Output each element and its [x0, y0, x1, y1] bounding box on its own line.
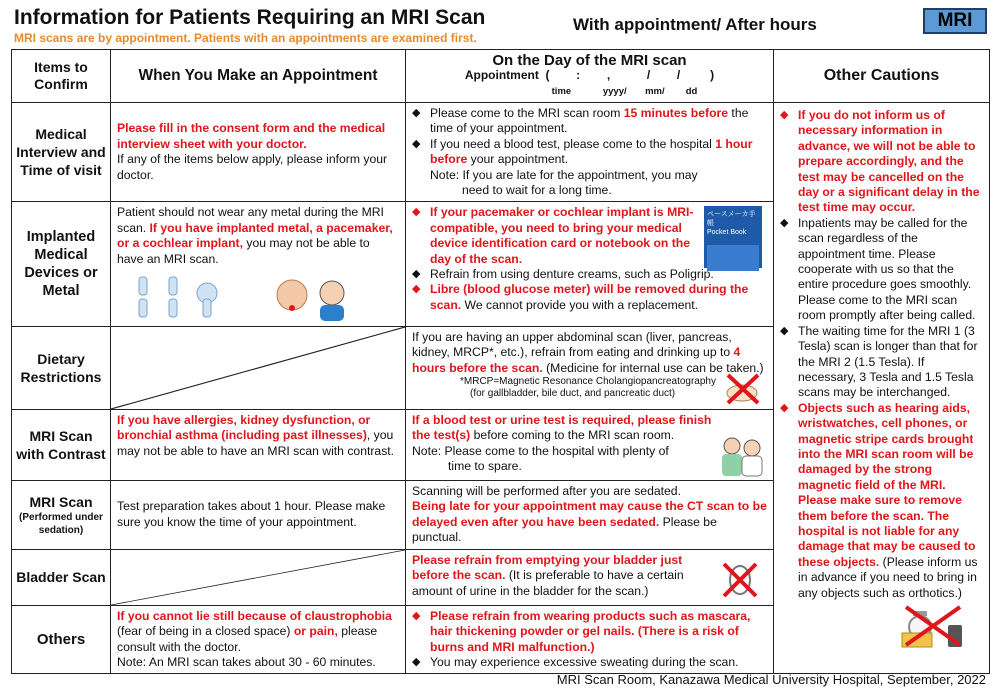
no-toilet-icon [720, 560, 760, 600]
row-label-dietary: Dietary Restrictions [12, 327, 111, 410]
interview-day2-b: your appointment. [467, 152, 569, 167]
no-food-icon [722, 371, 764, 407]
others-appt-red2: or pain, [293, 624, 338, 639]
caution-3: The waiting time for the MRI 1 (3 Tesla) scan is longer than that for the MRI 2 (1.5 Tesla). If necessary, 3 Tesla and 1.5 Tesla scans may be interchanged. [798, 323, 978, 400]
dietary-day [406, 327, 774, 410]
row-label-interview: Medical Interview and Time of visit [12, 103, 111, 202]
interview-day3: Note: If you are late for the appointment, you may [430, 167, 698, 182]
appointment-mode: With appointment/ After hours [573, 15, 817, 34]
contrast-appt-red: If you have allergies, kidney dysfunction, or bronchial asthma (including past illnesses) [117, 413, 371, 443]
bladder-day-red: Please refrain from emptying your bladder just before the scan. [412, 552, 683, 583]
others-appointment [111, 605, 406, 674]
info-table [11, 49, 990, 674]
sedation-day-red: Being late for your appointment may cause the CT scan to be delayed even after you have been sedated. [412, 499, 767, 529]
implanted-appointment [111, 202, 406, 327]
page-title: Information for Patients Requiring an MRI Scan [14, 6, 486, 29]
sedation-sublabel: (Performed under sedation) [19, 511, 103, 536]
appointment-line: Appointment ( : , / / ) [464, 68, 715, 83]
caution-4-red: Objects such as hearing aids, wristwatches, cell phones, or magnetic stripe cards brought into the MRI scan room will be damaged by the strong magnetic field of the MRI. Please make sure to remove them before the scan. The hospital is not liable for any damage that may be caused to these objects. [798, 400, 976, 569]
col-cautions: Other Cautions [774, 50, 990, 103]
interview-day3b: need to wait for a long time. [462, 183, 612, 198]
contrast-day-b: before coming to the MRI scan room. [470, 428, 675, 443]
bladder-day [406, 549, 774, 605]
implanted-appt-a: Patient should not wear any metal during the MRI scan. [117, 205, 384, 235]
interview-appt-red: Please fill in the consent form and the medical interview sheet with your doctor. [117, 121, 386, 151]
dietary-day-a: If you are having an upper abdominal scan (liver, pancreas, kidney, MRCP*, etc.), refrain from eating and drinking up to [412, 330, 734, 360]
row-label-others: Others [12, 605, 111, 674]
bladder-appointment-empty [111, 549, 406, 605]
implanted-appt-b: you may not be able to have an MRI scan. [117, 236, 370, 266]
appointment-line-sub: time yyyy/ mm/ dd [551, 85, 698, 97]
sedation-appointment: Test preparation takes about 1 hour. Please make sure you know the time of your appointment. [111, 481, 406, 550]
sedation-day-a: Scanning will be performed after you are sedated. [412, 484, 681, 499]
contrast-note2: time to spare. [448, 459, 522, 474]
others-appt-note: Note: An MRI scan takes about 30 - 60 minutes. [117, 654, 376, 669]
others-appt-red: If you cannot lie still because of claustrophobia [117, 608, 392, 623]
dietary-day-red: 4 hours before the scan. [412, 345, 741, 375]
row-label-bladder: Bladder Scan [12, 549, 111, 605]
caution-2: Inpatients may be called for the scan regardless of the appointment time. Please cooperate with us so that the entire procedure goes smoothly. Please come to the MRI scan room promptly after being called. [798, 215, 976, 323]
interview-day2: If you need a blood test, please come to the hospital [430, 136, 716, 151]
contrast-appointment [111, 410, 406, 481]
caution-4-b: (Please inform us in advance if you need to bring in any objects such as orthotics.) [798, 554, 978, 600]
interview-appointment [111, 103, 406, 202]
implanted-day3-red: Libre (blood glucose meter) will be removed during the scan. [430, 282, 749, 312]
pacemaker-notebook-icon [704, 206, 762, 268]
sedation-label: MRI Scan [29, 493, 93, 510]
footer: MRI Scan Room, Kanazawa Medical University Hospital, September, 2022 [556, 672, 986, 687]
prohibited-items-icon [780, 601, 983, 649]
other-cautions: ◆ If you do not inform us of necessary information in advance, we will not be able to prepare accordingly, and the test may be cancelled on the day or a significant delay in the test time may occur. ◆ Inpatients may be called for the scan regardless of the appointment time. Please cooperate with us so that the entire procedure goes smoothly. Please come to the MRI scan room promptly after being called. ◆ The waiting time for the MRI 1 (3 Tesla) scan is longer than that for the MRI 2 (1.5 Tesla). If necessary, 3 Tesla and 1.5 Tesla scans may be interchanged. ◆ Objects such as hearing aids, wristwatches, cell phones, or magnetic stripe cards brought into the MRI scan room will be damaged by the strong magnetic field of the MRI. Please make sure to remove them before the scan. The hospital is not liable for any damage that may be caused to these objects. (Please inform us in advance if you need to bring in any objects such as orthotics.) [774, 103, 990, 674]
contrast-note: Note: Please come to the hospital with plenty of [412, 443, 669, 458]
interview-appt-text: If any of the items below apply, please inform your doctor. [117, 152, 388, 182]
implanted-day2: Refrain from using denture creams, such as Poligrip. [430, 267, 714, 282]
implanted-appt-red: If you have implanted metal, a pacemaker, or a cochlear implant, [117, 220, 393, 251]
interview-day1-red: 15 minutes before [623, 106, 729, 120]
col-day [406, 50, 774, 103]
contrast-day [406, 410, 774, 481]
others-appt-a: (fear of being in a closed space) [117, 624, 294, 639]
bladder-day-b: (It is preferable to have a certain amount of urine in the bladder for the scan.) [412, 568, 684, 598]
row-label-sedation [12, 481, 111, 550]
contrast-day-red: If a blood test or urine test is required, please finish the test(s) [412, 413, 712, 443]
sedation-day [406, 481, 774, 550]
sedation-day-b: Please be punctual. [412, 514, 717, 545]
interview-day: ◆ Please come to the MRI scan room 15 minutes before the time of your appointment. ◆ If you need a blood test, please come to the hospital 1 hour before your appointment. Note: If you are late for the appointment, you may need to wait for a long time. [406, 103, 774, 202]
dietary-day-b: (Medicine for internal use can be taken.) [542, 360, 764, 375]
row-label-implanted: Implanted Medical Devices or Metal [12, 202, 111, 327]
col-appointment: When You Make an Appointment [111, 50, 406, 103]
implanted-day: ◆ If your pacemaker or cochlear implant is MRI-compatible, you need to bring your medical device identification card or notebook on the day of the scan. ペースメーカ手帳 Pocket Book ◆ Refrain from using denture creams, such as Poligrip. ◆ Libre (blood glucose meter) will be removed during the scan. We cannot provide you with a replacement. [406, 202, 774, 327]
interview-day1-b: the time of your appointment. [430, 106, 749, 136]
not-applicable-line [111, 550, 405, 605]
implant-illustrations [117, 273, 387, 323]
dietary-note2: (for gallbladder, bile duct, and pancreatic duct) [470, 388, 676, 400]
not-applicable-line [111, 327, 405, 409]
dietary-appointment-empty [111, 327, 406, 410]
nurse-icon [718, 434, 764, 478]
patient-icon [277, 280, 344, 321]
interview-day1: Please come to the MRI scan room [430, 106, 624, 120]
col-items: Items to Confirm [12, 50, 111, 103]
dietary-note: *MRCP=Magnetic Resonance Cholangiopancreatography [460, 376, 716, 388]
mri-badge: MRI [923, 8, 987, 34]
col-day-title: On the Day of the MRI scan [492, 51, 687, 69]
others-day1-red: Please refrain from wearing products such as mascara, hair thickening powder or gel nails. (There is a risk of burns and MRI malfunction.) [430, 608, 751, 654]
caution-1: If you do not inform us of necessary information in advance, we will not be able to prepare accordingly, and the test may be cancelled on the day or a significant delay in the test time may occur. [798, 108, 980, 215]
others-day: ◆ Please refrain from wearing products such as mascara, hair thickening powder or gel nails. (There is a risk of burns and MRI malfunction.) ◆ You may experience excessive sweating during the scan. [406, 605, 774, 674]
implanted-day1-red: If your pacemaker or cochlear implant is MRI-compatible, you need to bring your medical device identification card or notebook on the day of the scan. [430, 205, 694, 266]
notebook-title: ペースメーカ手帳 [707, 211, 756, 228]
others-day2: You may experience excessive sweating during the scan. [430, 654, 739, 669]
row-label-contrast: MRI Scan with Contrast [12, 410, 111, 481]
notebook-subtitle: Pocket Book [707, 229, 747, 237]
others-appt-b: please consult with the doctor. [117, 624, 378, 654]
implanted-day3-b: We cannot provide you with a replacement. [461, 297, 699, 312]
knee-joint-icon [139, 277, 217, 317]
interview-day2-red: 1 hour before [430, 136, 753, 167]
contrast-appt-b: , you may not be able to have an MRI scan with contrast. [117, 428, 395, 458]
page-subtitle: MRI scans are by appointment. Patients with an appointments are examined first. [14, 31, 477, 45]
